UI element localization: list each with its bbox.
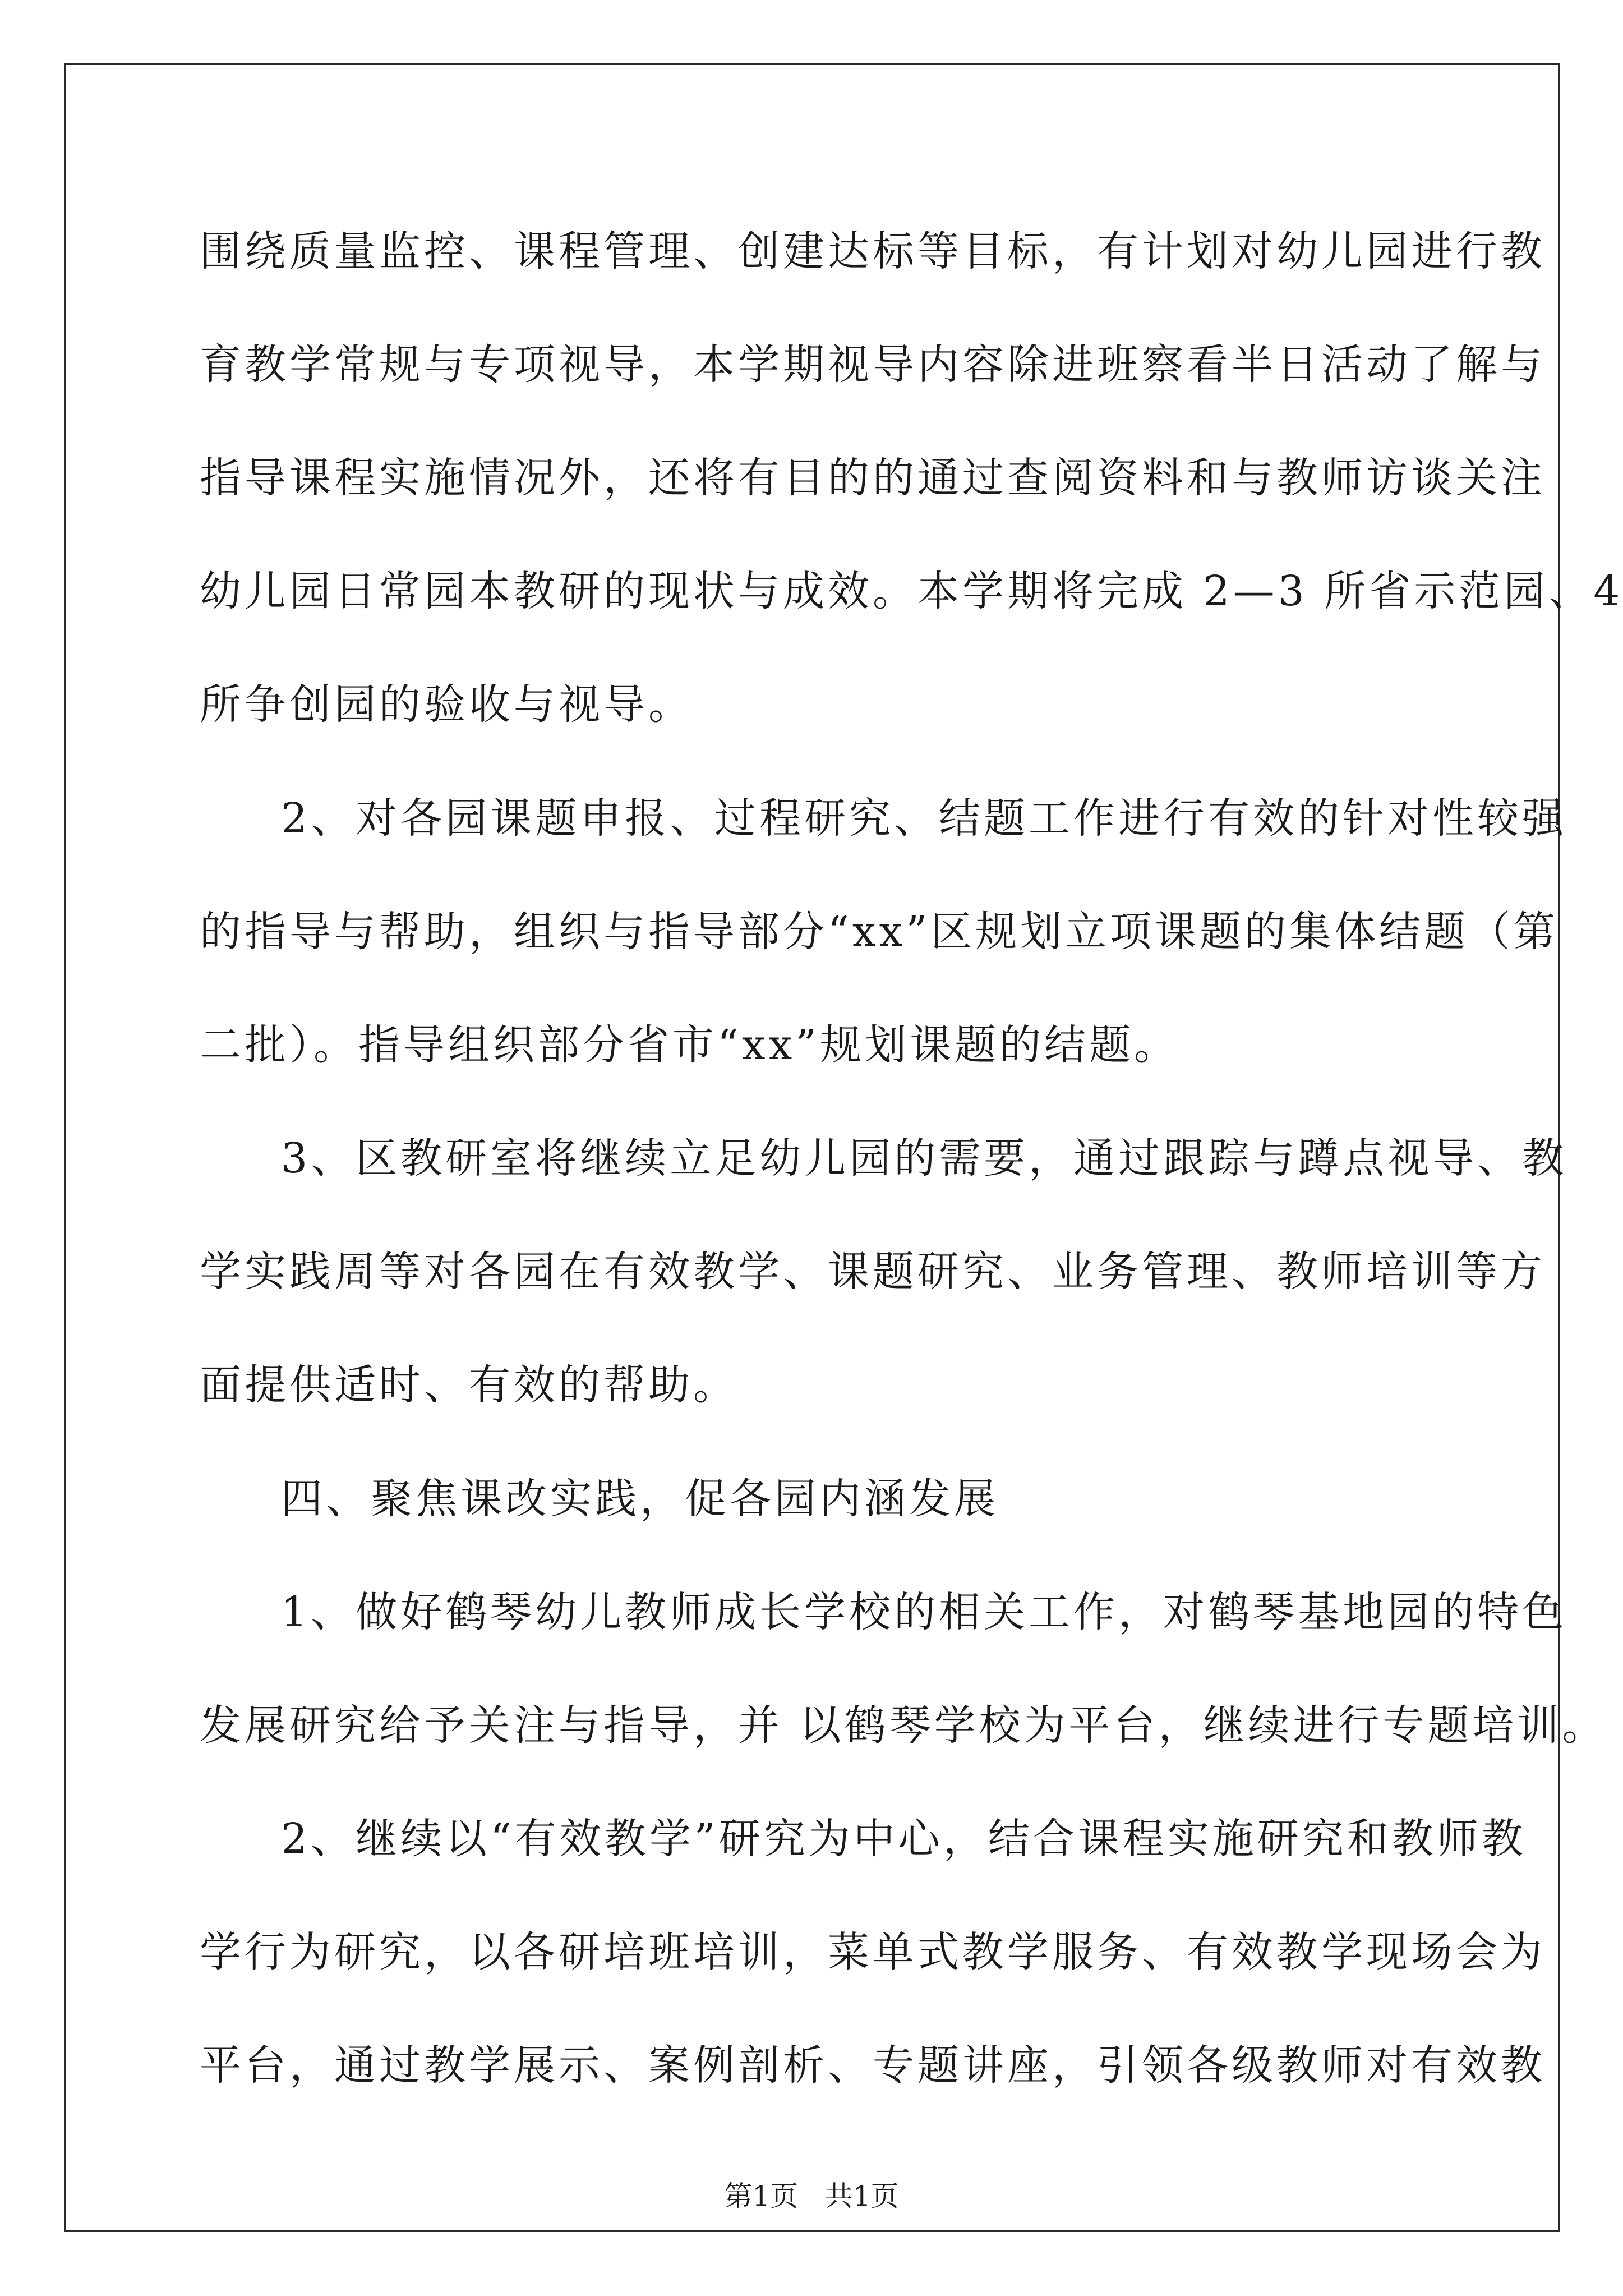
paragraph-line: 平台，通过教学展示、案例剖析、专题讲座，引领各级教师对有效教: [200, 2041, 1546, 2090]
section-heading: 四、聚焦课改实践，促各园内涵发展: [281, 1475, 999, 1523]
paragraph-line: 1、做好鹤琴幼儿教师成长学校的相关工作，对鹤琴基地园的特色: [281, 1588, 1567, 1636]
page-number-footer: 第1页 共1页: [724, 2180, 899, 2212]
paragraph-line: 育教学常规与专项视导，本学期视导内容除进班察看半日活动了解与: [200, 341, 1546, 389]
paragraph-line: 学实践周等对各园在有效教学、课题研究、业务管理、教师培训等方: [200, 1248, 1546, 1296]
paragraph-line: 2、对各园课题申报、过程研究、结题工作进行有效的针对性较强: [281, 794, 1567, 843]
paragraph-line: 3、区教研室将继续立足幼儿园的需要，通过跟踪与蹲点视导、教: [281, 1134, 1567, 1182]
paragraph-line: 2、继续以“有效教学”研究为中心，结合课程实施研究和教师教: [281, 1815, 1527, 1863]
paragraph-line: 发展研究给予关注与指导，并 以鹤琴学校为平台，继续进行专题培训。: [200, 1701, 1607, 1750]
paragraph-line: 的指导与帮助，组织与指导部分“xx”区规划立项课题的集体结题（第: [200, 908, 1559, 956]
paragraph-line: 幼儿园日常园本教研的现状与成效。本学期将完成 2—3 所省示范园、4: [200, 567, 1623, 615]
paragraph-line: 指导课程实施情况外，还将有目的的通过查阅资料和与教师访谈关注: [200, 454, 1546, 502]
paragraph-line: 学行为研究，以各研培班培训，菜单式教学服务、有效教学现场会为: [200, 1928, 1546, 1976]
paragraph-line: 围绕质量监控、课程管理、创建达标等目标，有计划对幼儿园进行教: [200, 227, 1546, 275]
paragraph-line: 所争创园的验收与视导。: [200, 680, 693, 729]
paragraph-line: 二批）。指导组织部分省市“xx”规划课题的结题。: [200, 1021, 1179, 1069]
paragraph-line: 面提供适时、有效的帮助。: [200, 1361, 738, 1409]
